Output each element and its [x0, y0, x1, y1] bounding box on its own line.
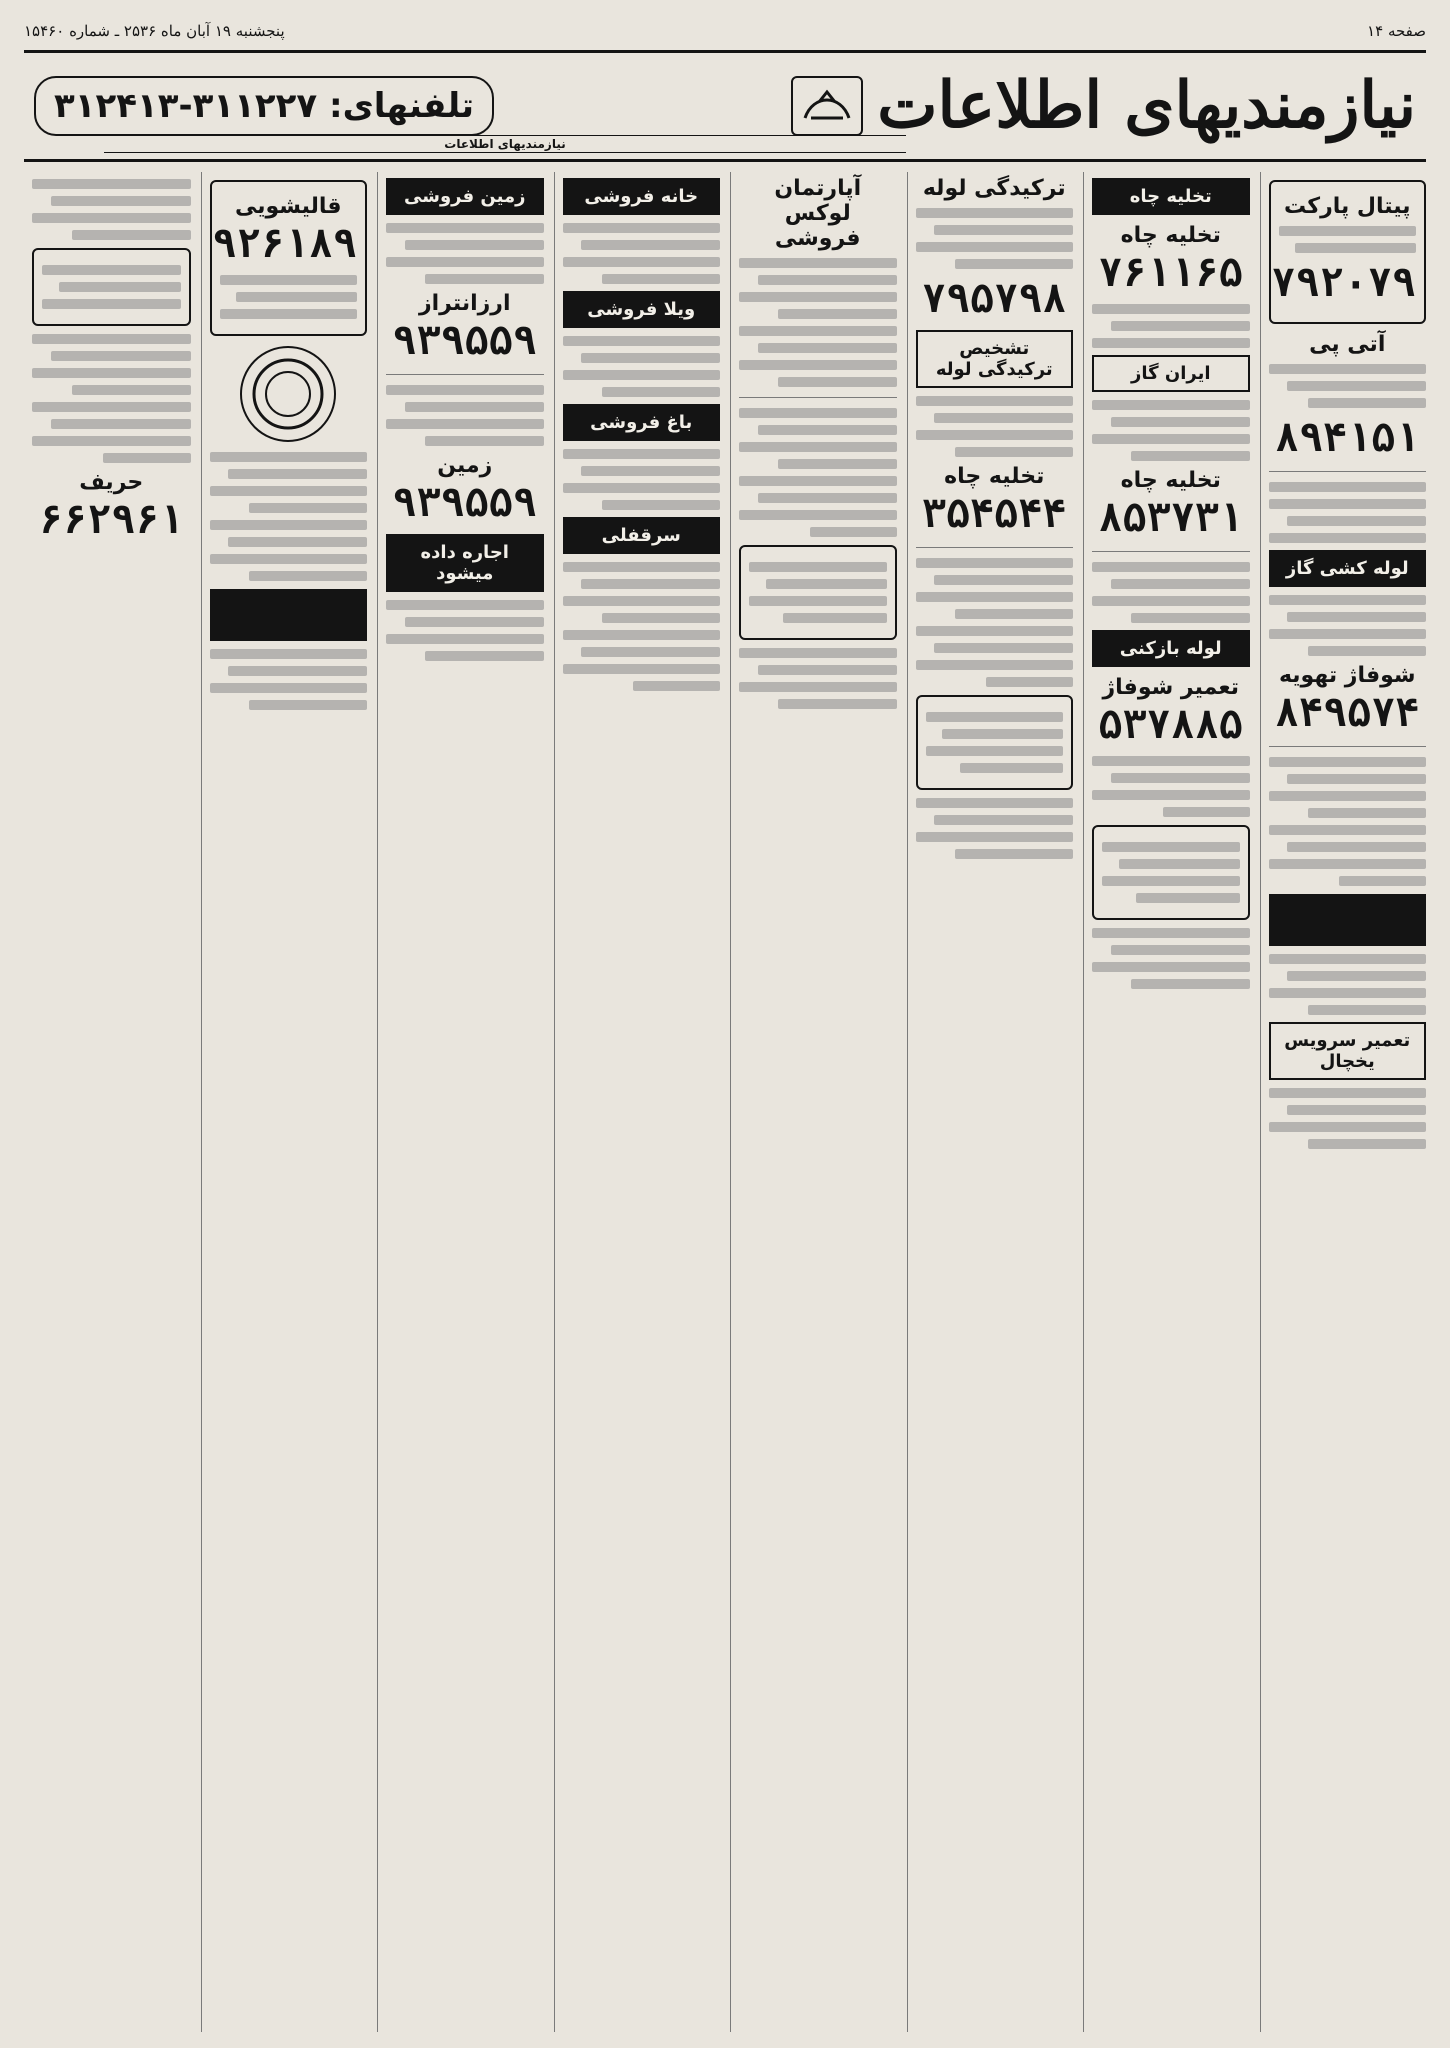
ad-title: حریف [79, 470, 144, 495]
column-5 [554, 172, 721, 2032]
ad-phone: ۶۶۲۹۶۱ [39, 497, 184, 543]
ad-title: تخلیه چاه [944, 464, 1045, 489]
section-heading: خانه فروشی [563, 178, 721, 215]
ad-box [1269, 180, 1427, 324]
ad-phone: ۵۳۷۸۸۵ [1098, 702, 1243, 748]
column-7 [201, 172, 368, 2032]
ad-phone: ۹۳۹۵۵۹ [392, 318, 537, 364]
section-heading: تخلیه چاه [1092, 178, 1250, 215]
ad-text-line [1279, 226, 1417, 236]
section-heading: تشخیص ترکیدگی لوله [916, 330, 1074, 388]
service-logo [1269, 894, 1427, 946]
ad-title: شوفاژ تهویه [1278, 663, 1416, 688]
ad-title: ارزانتراز [418, 291, 511, 316]
ad-phone: ۳۵۴۵۴۴ [922, 491, 1067, 537]
ad-title: تخلیه چاه [1120, 223, 1221, 248]
ad-title: آتی پی [1309, 332, 1386, 357]
ad-box [916, 695, 1074, 790]
section-heading: لوله بازکنی [1092, 630, 1250, 667]
ad-phone: ۷۶۱۱۶۵ [1098, 250, 1243, 296]
classifieds-grid [24, 172, 1426, 2032]
column-1 [1260, 172, 1427, 2032]
section-heading: سرقفلی [563, 517, 721, 554]
date-issue: پنجشنبه ۱۹ آبان ماه ۲۵۳۶ ـ شماره ۱۵۴۶۰ [24, 22, 285, 40]
ad-phone: ۹۲۶۱۸۹ [212, 221, 357, 267]
section-heading: ایران گاز [1092, 355, 1250, 392]
section-heading: زمین فروشی [386, 178, 544, 215]
section-heading: لوله کشی گاز [1269, 550, 1427, 587]
section-heading: اجاره داده میشود [386, 534, 544, 592]
certified-seal [240, 346, 336, 442]
masthead-title: نیازمندیهای اطلاعات [877, 68, 1416, 143]
ad-phone: ۸۹۴۱۵۱ [1275, 415, 1420, 461]
phones-label: تلفنهای: [329, 86, 474, 126]
ad-phone: ۷۹۵۷۹۸ [922, 276, 1067, 322]
ad-box [210, 180, 368, 336]
page-label: صفحه ۱۴ [1367, 22, 1426, 40]
ad-box [32, 248, 191, 326]
service-logo [210, 589, 368, 641]
phones-numbers: ۳۱۱۲۲۷-۳۱۲۴۱۳ [54, 86, 318, 126]
ad-title: آپارتمان لوکس فروشی [774, 176, 862, 251]
column-6 [377, 172, 544, 2032]
section-heading: ویلا فروشی [563, 291, 721, 328]
header-bar [24, 18, 1426, 44]
column-2 [1083, 172, 1250, 2032]
ad-text-line [1295, 243, 1416, 253]
ad-box [739, 545, 897, 640]
section-heading: تعمیر سرویس یخچال [1269, 1022, 1427, 1080]
ad-title: تعمیر شوفاژ [1102, 675, 1239, 700]
ad-title: پیتال پارکت [1284, 194, 1411, 219]
ad-phone: ۸۴۹۵۷۴ [1275, 690, 1420, 736]
ad-title: زمین [437, 453, 493, 478]
column-3 [907, 172, 1074, 2032]
ad-phone: ۸۵۳۷۳۱ [1098, 495, 1243, 541]
column-8 [24, 172, 191, 2032]
ad-box [1092, 825, 1250, 920]
masthead [24, 50, 1426, 162]
section-heading: باغ فروشی [563, 404, 721, 441]
logo-emblem [791, 76, 863, 136]
ad-title: ترکیدگی لوله [922, 176, 1066, 201]
ad-title: تخلیه چاه [1120, 468, 1221, 493]
phones-box [34, 76, 494, 136]
ad-phone: ۷۹۲۰۷۹ [1271, 260, 1416, 306]
masthead-subtitle: نیازمندیهای اطلاعات [104, 135, 906, 153]
ad-phone: ۹۳۹۵۵۹ [392, 480, 537, 526]
column-4 [730, 172, 897, 2032]
ad-title: قالیشویی [234, 194, 342, 219]
